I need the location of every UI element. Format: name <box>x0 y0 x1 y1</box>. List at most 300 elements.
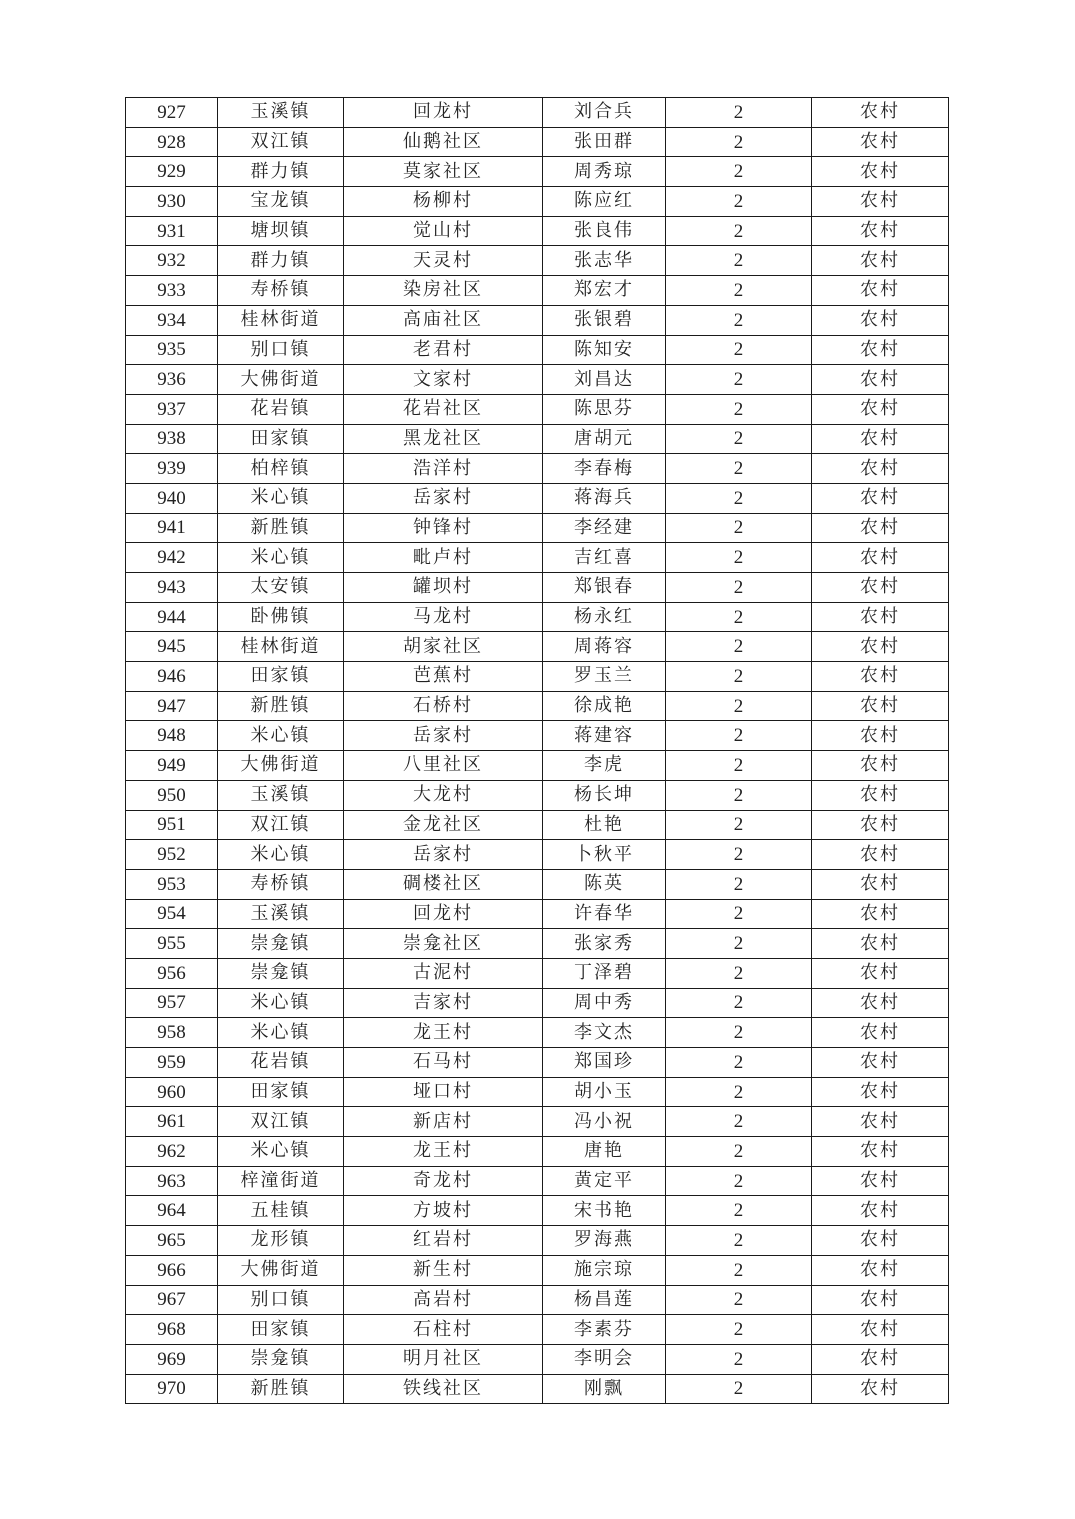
village-cell: 奇龙村 <box>344 1166 543 1196</box>
row-number-cell: 947 <box>126 691 218 721</box>
village-cell: 马龙村 <box>344 602 543 632</box>
village-cell: 岳家村 <box>344 483 543 513</box>
count-cell: 2 <box>666 157 812 187</box>
table-row <box>126 187 949 217</box>
village-cell: 方坡村 <box>344 1196 543 1226</box>
person-name-cell: 张银碧 <box>543 305 666 335</box>
table-row <box>126 276 949 306</box>
town-cell: 宝龙镇 <box>218 187 344 217</box>
person-name-cell: 施宗琼 <box>543 1255 666 1285</box>
count-cell: 2 <box>666 602 812 632</box>
person-name-cell: 黄定平 <box>543 1166 666 1196</box>
person-name-cell: 杜艳 <box>543 810 666 840</box>
count-cell: 2 <box>666 1107 812 1137</box>
area-type-cell: 农村 <box>812 1226 949 1256</box>
area-type-cell: 农村 <box>812 840 949 870</box>
person-name-cell: 卜秋平 <box>543 840 666 870</box>
table-row <box>126 988 949 1018</box>
village-cell: 石柱村 <box>344 1315 543 1345</box>
table-row <box>126 1018 949 1048</box>
area-type-cell: 农村 <box>812 394 949 424</box>
village-cell: 碉楼社区 <box>344 869 543 899</box>
person-name-cell: 李素芬 <box>543 1315 666 1345</box>
town-cell: 花岩镇 <box>218 394 344 424</box>
count-cell: 2 <box>666 454 812 484</box>
table-row <box>126 1048 949 1078</box>
area-type-cell: 农村 <box>812 157 949 187</box>
count-cell: 2 <box>666 246 812 276</box>
person-name-cell: 杨昌莲 <box>543 1285 666 1315</box>
person-name-cell: 周蒋容 <box>543 632 666 662</box>
person-name-cell: 郑宏才 <box>543 276 666 306</box>
count-cell: 2 <box>666 216 812 246</box>
person-name-cell: 郑银春 <box>543 573 666 603</box>
count-cell: 2 <box>666 1255 812 1285</box>
town-cell: 米心镇 <box>218 1137 344 1167</box>
person-name-cell: 吉红喜 <box>543 543 666 573</box>
area-type-cell: 农村 <box>812 305 949 335</box>
town-cell: 五桂镇 <box>218 1196 344 1226</box>
row-number-cell: 963 <box>126 1166 218 1196</box>
area-type-cell: 农村 <box>812 1018 949 1048</box>
area-type-cell: 农村 <box>812 246 949 276</box>
area-type-cell: 农村 <box>812 335 949 365</box>
person-name-cell: 许春华 <box>543 899 666 929</box>
area-type-cell: 农村 <box>812 810 949 840</box>
area-type-cell: 农村 <box>812 1048 949 1078</box>
row-number-cell: 957 <box>126 988 218 1018</box>
town-cell: 新胜镇 <box>218 513 344 543</box>
count-cell: 2 <box>666 632 812 662</box>
table-row <box>126 662 949 692</box>
town-cell: 田家镇 <box>218 662 344 692</box>
table-row <box>126 1315 949 1345</box>
person-name-cell: 丁泽碧 <box>543 958 666 988</box>
area-type-cell: 农村 <box>812 513 949 543</box>
person-name-cell: 李文杰 <box>543 1018 666 1048</box>
person-name-cell: 陈思芬 <box>543 394 666 424</box>
town-cell: 米心镇 <box>218 988 344 1018</box>
table-row <box>126 127 949 157</box>
table-row <box>126 305 949 335</box>
person-name-cell: 罗海燕 <box>543 1226 666 1256</box>
row-number-cell: 951 <box>126 810 218 840</box>
row-number-cell: 954 <box>126 899 218 929</box>
table-row <box>126 483 949 513</box>
town-cell: 双江镇 <box>218 127 344 157</box>
row-number-cell: 942 <box>126 543 218 573</box>
town-cell: 大佛街道 <box>218 1255 344 1285</box>
village-cell: 莫家社区 <box>344 157 543 187</box>
row-number-cell: 967 <box>126 1285 218 1315</box>
town-cell: 崇龛镇 <box>218 1344 344 1374</box>
table-row <box>126 454 949 484</box>
table-row <box>126 1344 949 1374</box>
table-row <box>126 365 949 395</box>
village-cell: 垭口村 <box>344 1077 543 1107</box>
village-cell: 天灵村 <box>344 246 543 276</box>
area-type-cell: 农村 <box>812 632 949 662</box>
area-type-cell: 农村 <box>812 1196 949 1226</box>
count-cell: 2 <box>666 1048 812 1078</box>
row-number-cell: 960 <box>126 1077 218 1107</box>
table-row <box>126 602 949 632</box>
count-cell: 2 <box>666 721 812 751</box>
village-cell: 高庙社区 <box>344 305 543 335</box>
count-cell: 2 <box>666 276 812 306</box>
row-number-cell: 956 <box>126 958 218 988</box>
area-type-cell: 农村 <box>812 276 949 306</box>
row-number-cell: 970 <box>126 1374 218 1404</box>
row-number-cell: 928 <box>126 127 218 157</box>
village-cell: 新店村 <box>344 1107 543 1137</box>
table-row <box>126 513 949 543</box>
village-cell: 文家村 <box>344 365 543 395</box>
town-cell: 群力镇 <box>218 157 344 187</box>
town-cell: 玉溪镇 <box>218 780 344 810</box>
row-number-cell: 935 <box>126 335 218 365</box>
table-row <box>126 721 949 751</box>
row-number-cell: 955 <box>126 929 218 959</box>
town-cell: 新胜镇 <box>218 1374 344 1404</box>
town-cell: 太安镇 <box>218 573 344 603</box>
table-row <box>126 751 949 781</box>
table-row <box>126 157 949 187</box>
area-type-cell: 农村 <box>812 1374 949 1404</box>
village-cell: 崇龛社区 <box>344 929 543 959</box>
person-name-cell: 胡小玉 <box>543 1077 666 1107</box>
village-cell: 回龙村 <box>344 899 543 929</box>
count-cell: 2 <box>666 127 812 157</box>
village-cell: 吉家村 <box>344 988 543 1018</box>
area-type-cell: 农村 <box>812 216 949 246</box>
town-cell: 双江镇 <box>218 810 344 840</box>
count-cell: 2 <box>666 513 812 543</box>
person-name-cell: 周中秀 <box>543 988 666 1018</box>
area-type-cell: 农村 <box>812 98 949 128</box>
town-cell: 米心镇 <box>218 543 344 573</box>
area-type-cell: 农村 <box>812 751 949 781</box>
area-type-cell: 农村 <box>812 1137 949 1167</box>
count-cell: 2 <box>666 573 812 603</box>
table-row <box>126 1107 949 1137</box>
village-cell: 红岩村 <box>344 1226 543 1256</box>
row-number-cell: 949 <box>126 751 218 781</box>
row-number-cell: 959 <box>126 1048 218 1078</box>
count-cell: 2 <box>666 869 812 899</box>
person-name-cell: 张田群 <box>543 127 666 157</box>
person-name-cell: 陈英 <box>543 869 666 899</box>
village-cell: 浩洋村 <box>344 454 543 484</box>
count-cell: 2 <box>666 1018 812 1048</box>
person-name-cell: 刚飘 <box>543 1374 666 1404</box>
village-cell: 新生村 <box>344 1255 543 1285</box>
village-cell: 高岩村 <box>344 1285 543 1315</box>
area-type-cell: 农村 <box>812 721 949 751</box>
person-name-cell: 张良伟 <box>543 216 666 246</box>
table-row <box>126 216 949 246</box>
person-name-cell: 唐胡元 <box>543 424 666 454</box>
table-row <box>126 1137 949 1167</box>
person-name-cell: 李虎 <box>543 751 666 781</box>
table-row <box>126 869 949 899</box>
table-row <box>126 424 949 454</box>
person-name-cell: 张志华 <box>543 246 666 276</box>
row-number-cell: 940 <box>126 483 218 513</box>
area-type-cell: 农村 <box>812 1285 949 1315</box>
town-cell: 花岩镇 <box>218 1048 344 1078</box>
area-type-cell: 农村 <box>812 988 949 1018</box>
row-number-cell: 933 <box>126 276 218 306</box>
town-cell: 田家镇 <box>218 1077 344 1107</box>
count-cell: 2 <box>666 394 812 424</box>
village-cell: 黑龙社区 <box>344 424 543 454</box>
town-cell: 寿桥镇 <box>218 276 344 306</box>
village-cell: 罐坝村 <box>344 573 543 603</box>
row-number-cell: 936 <box>126 365 218 395</box>
village-cell: 觉山村 <box>344 216 543 246</box>
village-cell: 金龙社区 <box>344 810 543 840</box>
count-cell: 2 <box>666 305 812 335</box>
row-number-cell: 946 <box>126 662 218 692</box>
village-cell: 芭蕉村 <box>344 662 543 692</box>
person-name-cell: 蒋海兵 <box>543 483 666 513</box>
count-cell: 2 <box>666 988 812 1018</box>
village-cell: 毗卢村 <box>344 543 543 573</box>
table-row <box>126 780 949 810</box>
area-type-cell: 农村 <box>812 1315 949 1345</box>
area-type-cell: 农村 <box>812 899 949 929</box>
village-cell: 回龙村 <box>344 98 543 128</box>
village-cell: 龙王村 <box>344 1137 543 1167</box>
area-type-cell: 农村 <box>812 365 949 395</box>
village-cell: 染房社区 <box>344 276 543 306</box>
town-cell: 米心镇 <box>218 1018 344 1048</box>
table-row <box>126 929 949 959</box>
town-cell: 双江镇 <box>218 1107 344 1137</box>
records-body <box>126 98 949 1404</box>
person-name-cell: 杨长坤 <box>543 780 666 810</box>
person-name-cell: 宋书艳 <box>543 1196 666 1226</box>
town-cell: 玉溪镇 <box>218 98 344 128</box>
person-name-cell: 郑国珍 <box>543 1048 666 1078</box>
table-row <box>126 691 949 721</box>
village-cell: 大龙村 <box>344 780 543 810</box>
count-cell: 2 <box>666 662 812 692</box>
area-type-cell: 农村 <box>812 1107 949 1137</box>
village-cell: 八里社区 <box>344 751 543 781</box>
town-cell: 米心镇 <box>218 840 344 870</box>
area-type-cell: 农村 <box>812 662 949 692</box>
person-name-cell: 陈知安 <box>543 335 666 365</box>
town-cell: 新胜镇 <box>218 691 344 721</box>
row-number-cell: 950 <box>126 780 218 810</box>
town-cell: 米心镇 <box>218 483 344 513</box>
count-cell: 2 <box>666 1166 812 1196</box>
person-name-cell: 徐成艳 <box>543 691 666 721</box>
town-cell: 田家镇 <box>218 424 344 454</box>
count-cell: 2 <box>666 929 812 959</box>
row-number-cell: 962 <box>126 1137 218 1167</box>
area-type-cell: 农村 <box>812 573 949 603</box>
village-cell: 石桥村 <box>344 691 543 721</box>
person-name-cell: 周秀琼 <box>543 157 666 187</box>
count-cell: 2 <box>666 840 812 870</box>
area-type-cell: 农村 <box>812 1077 949 1107</box>
area-type-cell: 农村 <box>812 869 949 899</box>
village-cell: 胡家社区 <box>344 632 543 662</box>
table-row <box>126 335 949 365</box>
person-name-cell: 蒋建容 <box>543 721 666 751</box>
count-cell: 2 <box>666 365 812 395</box>
count-cell: 2 <box>666 543 812 573</box>
records-table <box>125 97 949 1404</box>
town-cell: 柏梓镇 <box>218 454 344 484</box>
count-cell: 2 <box>666 1344 812 1374</box>
village-cell: 石马村 <box>344 1048 543 1078</box>
row-number-cell: 932 <box>126 246 218 276</box>
town-cell: 寿桥镇 <box>218 869 344 899</box>
area-type-cell: 农村 <box>812 1166 949 1196</box>
count-cell: 2 <box>666 958 812 988</box>
town-cell: 桂林街道 <box>218 632 344 662</box>
village-cell: 龙王村 <box>344 1018 543 1048</box>
area-type-cell: 农村 <box>812 1344 949 1374</box>
person-name-cell: 罗玉兰 <box>543 662 666 692</box>
row-number-cell: 941 <box>126 513 218 543</box>
table-row <box>126 1255 949 1285</box>
area-type-cell: 农村 <box>812 1255 949 1285</box>
village-cell: 杨柳村 <box>344 187 543 217</box>
town-cell: 桂林街道 <box>218 305 344 335</box>
area-type-cell: 农村 <box>812 424 949 454</box>
person-name-cell: 唐艳 <box>543 1137 666 1167</box>
count-cell: 2 <box>666 424 812 454</box>
village-cell: 老君村 <box>344 335 543 365</box>
row-number-cell: 958 <box>126 1018 218 1048</box>
village-cell: 岳家村 <box>344 721 543 751</box>
row-number-cell: 938 <box>126 424 218 454</box>
table-row <box>126 573 949 603</box>
count-cell: 2 <box>666 810 812 840</box>
town-cell: 塘坝镇 <box>218 216 344 246</box>
row-number-cell: 944 <box>126 602 218 632</box>
village-cell: 花岩社区 <box>344 394 543 424</box>
row-number-cell: 927 <box>126 98 218 128</box>
village-cell: 明月社区 <box>344 1344 543 1374</box>
table-row <box>126 958 949 988</box>
town-cell: 崇龛镇 <box>218 929 344 959</box>
table-row <box>126 1374 949 1404</box>
town-cell: 别口镇 <box>218 1285 344 1315</box>
count-cell: 2 <box>666 483 812 513</box>
person-name-cell: 杨永红 <box>543 602 666 632</box>
count-cell: 2 <box>666 335 812 365</box>
area-type-cell: 农村 <box>812 543 949 573</box>
area-type-cell: 农村 <box>812 602 949 632</box>
town-cell: 卧佛镇 <box>218 602 344 632</box>
area-type-cell: 农村 <box>812 780 949 810</box>
count-cell: 2 <box>666 691 812 721</box>
table-row <box>126 1226 949 1256</box>
town-cell: 玉溪镇 <box>218 899 344 929</box>
count-cell: 2 <box>666 780 812 810</box>
row-number-cell: 948 <box>126 721 218 751</box>
person-name-cell: 李春梅 <box>543 454 666 484</box>
person-name-cell: 李明会 <box>543 1344 666 1374</box>
town-cell: 群力镇 <box>218 246 344 276</box>
row-number-cell: 945 <box>126 632 218 662</box>
count-cell: 2 <box>666 1285 812 1315</box>
row-number-cell: 965 <box>126 1226 218 1256</box>
person-name-cell: 李经建 <box>543 513 666 543</box>
town-cell: 田家镇 <box>218 1315 344 1345</box>
row-number-cell: 937 <box>126 394 218 424</box>
row-number-cell: 943 <box>126 573 218 603</box>
person-name-cell: 张家秀 <box>543 929 666 959</box>
row-number-cell: 929 <box>126 157 218 187</box>
area-type-cell: 农村 <box>812 483 949 513</box>
table-row <box>126 1196 949 1226</box>
table-row <box>126 1166 949 1196</box>
town-cell: 龙形镇 <box>218 1226 344 1256</box>
row-number-cell: 966 <box>126 1255 218 1285</box>
row-number-cell: 964 <box>126 1196 218 1226</box>
count-cell: 2 <box>666 1196 812 1226</box>
village-cell: 钟锋村 <box>344 513 543 543</box>
table-row <box>126 1077 949 1107</box>
table-row <box>126 394 949 424</box>
person-name-cell: 陈应红 <box>543 187 666 217</box>
person-name-cell: 刘合兵 <box>543 98 666 128</box>
area-type-cell: 农村 <box>812 958 949 988</box>
row-number-cell: 961 <box>126 1107 218 1137</box>
town-cell: 大佛街道 <box>218 751 344 781</box>
count-cell: 2 <box>666 1374 812 1404</box>
count-cell: 2 <box>666 1137 812 1167</box>
person-name-cell: 刘昌达 <box>543 365 666 395</box>
table-row <box>126 543 949 573</box>
town-cell: 崇龛镇 <box>218 958 344 988</box>
table-row <box>126 1285 949 1315</box>
area-type-cell: 农村 <box>812 187 949 217</box>
village-cell: 岳家村 <box>344 840 543 870</box>
row-number-cell: 930 <box>126 187 218 217</box>
area-type-cell: 农村 <box>812 454 949 484</box>
row-number-cell: 953 <box>126 869 218 899</box>
table-row <box>126 246 949 276</box>
row-number-cell: 969 <box>126 1344 218 1374</box>
count-cell: 2 <box>666 1226 812 1256</box>
count-cell: 2 <box>666 899 812 929</box>
count-cell: 2 <box>666 1077 812 1107</box>
area-type-cell: 农村 <box>812 127 949 157</box>
count-cell: 2 <box>666 1315 812 1345</box>
town-cell: 大佛街道 <box>218 365 344 395</box>
row-number-cell: 931 <box>126 216 218 246</box>
area-type-cell: 农村 <box>812 691 949 721</box>
village-cell: 铁线社区 <box>344 1374 543 1404</box>
row-number-cell: 939 <box>126 454 218 484</box>
count-cell: 2 <box>666 751 812 781</box>
village-cell: 仙鹅社区 <box>344 127 543 157</box>
table-row <box>126 840 949 870</box>
row-number-cell: 968 <box>126 1315 218 1345</box>
village-cell: 古泥村 <box>344 958 543 988</box>
person-name-cell: 冯小祝 <box>543 1107 666 1137</box>
town-cell: 别口镇 <box>218 335 344 365</box>
town-cell: 米心镇 <box>218 721 344 751</box>
